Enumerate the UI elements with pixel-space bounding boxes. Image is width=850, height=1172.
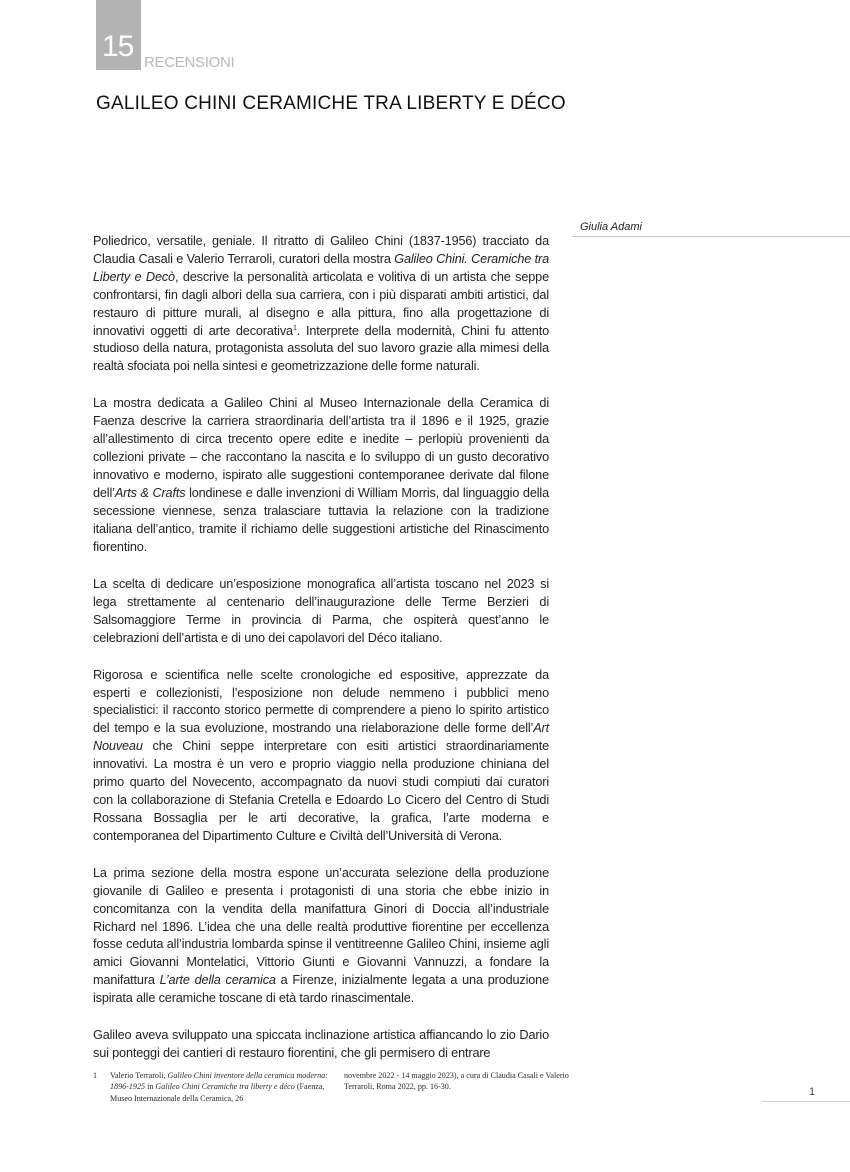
footnote-number: 1 — [93, 1071, 98, 1080]
author-name: Giulia Adami — [580, 221, 642, 233]
footnote-ref[interactable]: 1 — [292, 324, 297, 332]
paragraph-4: Rigorosa e scientifica nelle scelte cronologiche ed espositive, apprezzate da esperti e collezionisti, l’esposizione non delude nemmeno i pubblici meno specialistici: il racconto storico permette di comprendere a pieno lo spirito artistico del tempo e la sua evoluzione, mostrando una rielaborazione delle forme dell’Art Nouveau che Chini seppe interpretare con esiti artistici straordinariamente innovativi. La mostra è un vero e proprio viaggio nella produzione chiniana del primo quarto del Novecento, accompagnato da nuovi studi compiuti dai curatori con la collaborazione di Stefania Cretella e Edoardo Lo Cicero del Centro di Studi Rossana Bossaglia per le arti decorative, la grafica, l’arte moderna e contemporanea del Dipartimento Culture e Civiltà dell’Università di Verona. — [93, 667, 549, 843]
page-title: GALILEO CHINI CERAMICHE TRA LIBERTY E DÉCO — [96, 93, 566, 114]
paragraph-6: Galileo aveva sviluppato una spiccata inclinazione artistica affiancando lo zio Dario sui ponteggi dei cantieri di restauro fiorentini, che gli permisero di entrare — [93, 1028, 549, 1061]
page-number: 1 — [809, 1086, 816, 1098]
footnote-text-col1: Valerio Terraroli, Galileo Chini inventore della ceramica moderna: 1896-1925 in Galileo Chini Ceramiche tra liberty e déco (Faenza, Museo Internazionale della Ceramica, 26 — [110, 1071, 328, 1103]
paragraph-3: La scelta di dedicare un’esposizione monografica all’artista toscano nel 2023 si lega strettamente al centenario dell’inaugurazione delle Terme Berzieri di Salsomaggiore Terme in provincia di Parma, che ospiterà quest’anno le celebrazioni dell’artista e di uno dei capolavori del Déco italiano. — [93, 576, 549, 645]
paragraph-1: Poliedrico, versatile, geniale. Il ritratto di Galileo Chini (1837-1956) tracciato da Claudia Casali e Valerio Terraroli, curatori della mostra Galileo Chini. Ceramiche tra Liberty e Decò, descrive la personalità articolata e volitiva di un artista che seppe confrontarsi, fin dagli albori della sua carriera, con i più disparati ambiti artistici, dal restauro di pitture murali, al disegno e alla pittura, fino alla progettazione di innovativi oggetti di arte decorativa$^1$. Interprete della modernità, Chini fu attento studioso della natura, protagonista assoluta del suo lavoro grazie alla mimesi della realtà sfociata poi nella sintesi e geometrizzazione delle forme naturali. — [93, 234, 549, 374]
issue-number: 15 — [102, 30, 134, 63]
paragraph-2: La mostra dedicata a Galileo Chini al Museo Internazionale della Ceramica di Faenza descrive la carriera straordinaria dell’artista tra il 1896 e il 1925, grazie all’allestimento di circa trecento opere edite e inedite – perlopiù provenienti da collezioni private – che raccontano la nascita e lo sviluppo di un gusto decorativo innovativo e moderno, ispirato alle suggestioni contemporanee derivate dal filone dell’Arts & Crafts londinese e dalle invenzioni di William Morris, dal linguaggio della secessione viennese, senza tralasciare tuttavia la relazione con la tradizione italiana dell’antico, tramite il richiamo delle suggestioni artistiche del Rinascimento fiorentino. — [93, 396, 549, 554]
issue-number-box — [96, 0, 141, 70]
page-number-rule — [762, 1101, 850, 1102]
footnote-text-col2: novembre 2022 - 14 maggio 2023), a cura di Claudia Casali e Valerio Terraroli, Roma 2022, pp. 16-30. — [344, 1071, 569, 1092]
article-body — [93, 233, 549, 1063]
exhibition-title: Galileo Chini. Ceramiche tra Liberty e Decò — [93, 251, 549, 284]
author-divider — [572, 236, 850, 237]
paragraph-5: La prima sezione della mostra espone un’accurata selezione della produzione giovanile di Galileo e presenta i protagonisti di una storia che ebbe inizio in concomitanza con la vendita della manifattura Ginori di Doccia all’industriale Richard nel 1896. L’idea che una delle realtà produttive fiorentine per eccellenza fosse ceduta all’industria lombarda spinse il ventitreenne Galileo Chini, insieme agli amici Giovanni Montelatici, Vittorio Giunti e Giovanni Vannuzzi, a fondare la manifattura L’arte della ceramica a Firenze, inizialmente legata a una produzione ispirata alle ceramiche toscane di età tardo rinascimentale. — [93, 865, 549, 1006]
section-label: RECENSIONI — [144, 54, 235, 71]
